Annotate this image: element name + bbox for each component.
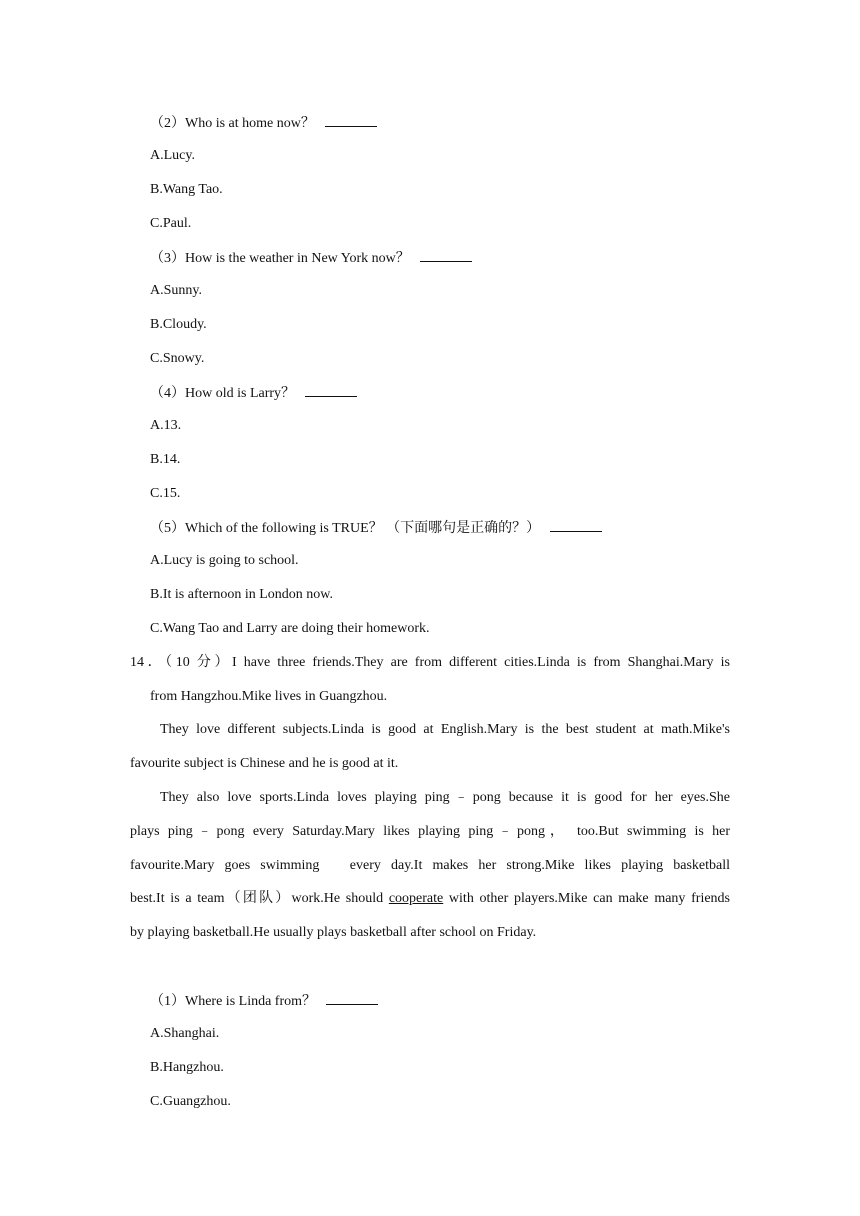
q4-option-b: B.14.	[150, 452, 181, 467]
passage-14-p3-line-3: favourite.Mary goes swimming every day.It makes her strong.Mike likes playing basketball	[130, 858, 730, 873]
question-5	[150, 518, 602, 538]
question-14-1-prompt: （1）Where is Linda from？	[150, 994, 317, 1009]
answer-blank[interactable]	[325, 113, 377, 127]
answer-blank[interactable]	[550, 518, 602, 532]
question-3-prompt: （3）How is the weather in New York now？	[150, 251, 410, 266]
passage-14-p2-line-2: favourite subject is Chinese and he is good at it.	[130, 756, 399, 771]
q3-option-a: A.Sunny.	[150, 283, 202, 298]
passage-14-line-2: from Hangzhou.Mike lives in Guangzhou.	[150, 689, 388, 704]
q14-1-option-a: A.Shanghai.	[150, 1026, 220, 1041]
question-3	[150, 248, 472, 268]
passage-14-p3-line-4	[130, 890, 730, 908]
passage-14-p3-line-1: They also love sports.Linda loves playing ping﹣pong because it is good for her eyes.She	[160, 790, 730, 805]
q14-1-option-b: B.Hangzhou.	[150, 1060, 224, 1075]
question-14-1	[150, 991, 378, 1011]
q3-option-b: B.Cloudy.	[150, 317, 207, 332]
line-4-post: with other players.Mike can make many friends	[443, 891, 731, 906]
answer-blank[interactable]	[420, 248, 472, 262]
passage-14-p2-line-1: They love different subjects.Linda is good at English.Mary is the best student at math.Mike's	[160, 722, 730, 737]
passage-14-line-1: 14．（10 分）I have three friends.They are from different cities.Linda is from Shanghai.Mary is	[130, 655, 730, 670]
q4-option-a: A.13.	[150, 418, 182, 433]
q2-option-b: B.Wang Tao.	[150, 182, 223, 197]
q2-option-a: A.Lucy.	[150, 148, 195, 163]
question-2	[150, 113, 377, 133]
passage-14-p3-line-2: plays ping﹣pong every Saturday.Mary likes playing ping﹣pong， too.But swimming is her	[130, 824, 730, 839]
question-4	[150, 383, 357, 403]
answer-blank[interactable]	[326, 991, 378, 1005]
cooperate-underlined-word: cooperate	[388, 891, 444, 906]
q3-option-c: C.Snowy.	[150, 351, 205, 366]
q5-option-c: C.Wang Tao and Larry are doing their homework.	[150, 621, 430, 636]
passage-14-p3-line-5: by playing basketball.He usually plays basketball after school on Friday.	[130, 925, 537, 940]
q4-option-c: C.15.	[150, 486, 181, 501]
question-4-prompt: （4）How old is Larry？	[150, 386, 296, 401]
question-2-prompt: （2）Who is at home now？	[150, 116, 315, 131]
question-5-prompt: （5）Which of the following is TRUE？ （下面哪句是正确的？）	[150, 521, 541, 536]
q5-option-b: B.It is afternoon in London now.	[150, 587, 334, 602]
q2-option-c: C.Paul.	[150, 216, 192, 231]
answer-blank[interactable]	[305, 383, 357, 397]
q5-option-a: A.Lucy is going to school.	[150, 553, 299, 568]
q14-1-option-c: C.Guangzhou.	[150, 1094, 231, 1109]
line-4-pre: best.It is a team（团队）work.He should	[130, 891, 389, 906]
